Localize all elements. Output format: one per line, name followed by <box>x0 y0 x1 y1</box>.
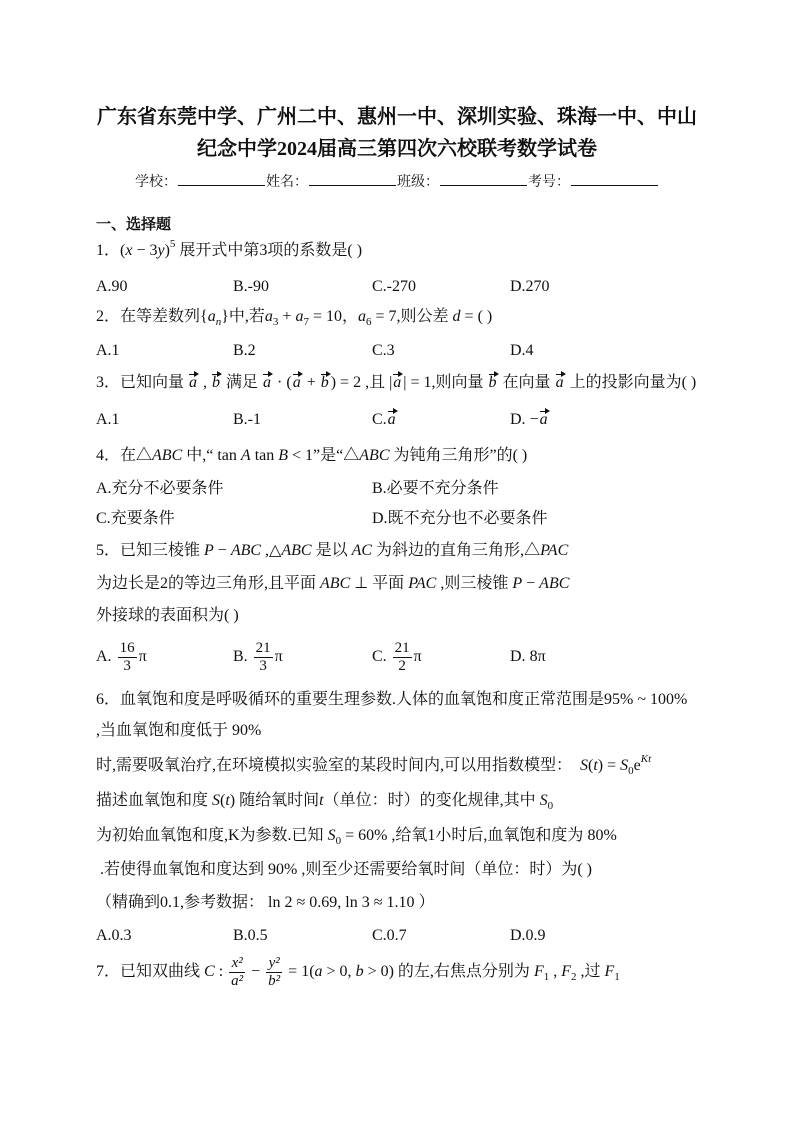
question-text: 时,需要吸氧治疗,在环境模拟实验室的某段时间内,可以用指数模型： <box>96 757 581 774</box>
math-symbol: ) = 2 <box>330 374 362 391</box>
vector-symbol: a <box>188 371 199 395</box>
math-variable: ABC <box>230 542 262 559</box>
question-text: 随给氧时间 <box>235 792 320 809</box>
question-6-stem-line-3 <box>96 754 651 778</box>
math-symbol: ) <box>229 792 236 809</box>
fraction-denominator: 3 <box>123 657 131 674</box>
question-3-option-c <box>372 408 398 432</box>
math-symbol: π <box>138 648 147 665</box>
math-symbol: ( <box>588 757 594 774</box>
question-2-stem <box>96 305 492 329</box>
math-symbol: △ <box>343 447 360 464</box>
question-text: B.必要不充分条件 <box>372 480 499 497</box>
question-text: 7．已知双曲线 <box>96 963 205 980</box>
question-text: 中,若 <box>228 308 265 325</box>
question-text: ( ) <box>477 308 493 325</box>
question-text: ） <box>414 894 435 911</box>
math-variable: A <box>240 447 251 464</box>
vector-symbol: b <box>320 371 331 395</box>
vector-symbol: a <box>392 371 403 395</box>
vector-symbol: a <box>387 408 398 432</box>
question-3-option-a <box>96 408 120 432</box>
question-text: D.0.9 <box>510 927 546 944</box>
question-text: 4．在 <box>96 447 137 464</box>
question-text: C.3 <box>372 342 395 359</box>
question-text: ,则公差 <box>396 308 453 325</box>
math-variable: ABC <box>539 575 570 592</box>
math-symbol: > 0, <box>322 963 356 980</box>
subscript: 3 <box>272 316 279 328</box>
vector-symbol: a <box>292 371 303 395</box>
math-variable: B <box>278 447 289 464</box>
class-label: 班级： <box>397 175 439 190</box>
question-text: C.0.7 <box>372 927 407 944</box>
question-text: B.-1 <box>233 411 261 428</box>
subscript: 0 <box>547 800 554 812</box>
math-variable: PAC <box>408 575 437 592</box>
math-variable: S <box>620 757 629 774</box>
math-symbol: ) = <box>597 757 621 774</box>
question-text: C. <box>372 411 387 428</box>
question-text: A.90 <box>96 278 128 295</box>
question-text: C. <box>372 648 391 665</box>
math-symbol: − 3 <box>132 242 158 259</box>
name-blank <box>309 170 396 186</box>
question-6-stem-line-6 <box>96 858 592 882</box>
question-text: A.充分不必要条件 <box>96 480 224 497</box>
question-text: 5．已知三棱锥 <box>96 542 205 559</box>
question-text: ,则向量 <box>431 374 488 391</box>
question-3-option-b <box>233 408 261 432</box>
math-symbol: ( <box>120 242 126 259</box>
question-5-stem-line-3 <box>96 604 239 628</box>
question-text: B.-90 <box>233 278 269 295</box>
math-symbol: e <box>633 757 641 774</box>
question-text: C.充要条件 <box>96 510 175 527</box>
subscript: 1 <box>543 971 550 983</box>
question-text: 外接球的表面积为( ) <box>96 607 239 624</box>
question-text: 1． <box>96 242 121 259</box>
question-5-stem-line-1 <box>96 539 568 563</box>
question-6-option-b <box>233 924 268 948</box>
question-1-option-d <box>510 275 550 299</box>
math-variable: t <box>593 757 598 774</box>
math-variable: d <box>452 308 461 325</box>
question-text: （单位：时）的变化规律,其中 <box>323 792 540 809</box>
question-text: ,则三棱锥 <box>436 575 513 592</box>
question-5-option-b <box>233 635 283 679</box>
question-7-stem <box>96 950 620 994</box>
vector-symbol: a <box>539 408 550 432</box>
math-variable: a <box>295 308 304 325</box>
math-symbol: : <box>214 963 228 980</box>
fraction <box>254 640 273 675</box>
math-symbol: tan <box>217 447 241 464</box>
math-variable: S <box>212 792 221 809</box>
fraction-numerator: 21 <box>255 639 271 656</box>
superscript: 5 <box>169 238 176 250</box>
question-text: 满足 <box>222 374 263 391</box>
math-symbol: = <box>460 308 478 325</box>
vector-symbol: b <box>488 371 499 395</box>
math-variable: S <box>539 792 548 809</box>
question-text: D.270 <box>510 278 550 295</box>
math-symbol: > 0) <box>363 963 394 980</box>
question-text: 为钝角三角形”的( ) <box>389 447 528 464</box>
subscript: 0 <box>628 765 634 777</box>
fraction-denominator: 3 <box>259 657 267 674</box>
subscript: 6 <box>365 316 372 328</box>
question-text: ,则至少还需要给氧时间（单位：时）为( ) <box>297 861 593 878</box>
fraction-numerator: 16 <box>119 639 135 656</box>
math-variable: ABC <box>359 447 390 464</box>
math-symbol: = 7 <box>371 308 397 325</box>
question-text: 展开式中第3项的系数是( ) <box>175 242 363 259</box>
question-text: 在向量 <box>498 374 555 391</box>
subscript: 2 <box>571 971 577 983</box>
question-5-option-c <box>372 635 422 679</box>
math-variable: F <box>561 963 571 980</box>
math-symbol: △ <box>524 542 541 559</box>
class-blank <box>440 170 527 186</box>
question-text: ,给氧1小时后,血氧饱和度为 <box>387 827 588 844</box>
question-text: 2．在等差数列 <box>96 308 201 325</box>
exam-title-line-2: 纪念中学2024届高三第四次六校联考数学试卷 <box>197 138 597 160</box>
fraction-numerator: y² <box>266 955 282 973</box>
subscript: n <box>215 316 222 328</box>
question-text: 的左,右焦点分别为 <box>393 963 534 980</box>
question-4-option-a <box>96 477 224 501</box>
math-symbol: − <box>529 411 539 428</box>
student-info-line <box>0 170 794 192</box>
question-text: 是以 <box>311 542 352 559</box>
math-symbol: ( <box>220 792 226 809</box>
math-symbol: = 10 <box>308 308 342 325</box>
math-variable: y <box>157 242 165 259</box>
question-6-stem-line-1 <box>96 688 687 712</box>
math-symbol: △ <box>136 447 153 464</box>
question-6-stem-line-5 <box>96 824 617 848</box>
math-symbol: + <box>302 374 320 391</box>
question-text: 为边长是2的等边三角形,且平面 <box>96 575 321 592</box>
exam-number-blank <box>571 170 658 186</box>
exam-number-label: 考号： <box>528 175 570 190</box>
question-1-option-c <box>372 275 416 299</box>
question-2-option-d <box>510 339 534 363</box>
math-symbol: · ( <box>273 374 292 391</box>
question-6-option-c <box>372 924 407 948</box>
math-symbol: + <box>278 308 296 325</box>
math-variable: P <box>204 542 214 559</box>
math-symbol: π <box>413 648 422 665</box>
question-4-option-c <box>96 507 175 531</box>
math-variable: C <box>204 963 215 980</box>
math-symbol: − <box>213 542 231 559</box>
math-symbol: , <box>549 963 562 980</box>
question-text: A.1 <box>96 342 120 359</box>
math-symbol: { <box>200 308 208 325</box>
question-text: .若使得血氧饱和度达到 <box>96 861 269 878</box>
math-symbol: − <box>247 963 265 980</box>
fraction <box>266 955 282 990</box>
school-label: 学校： <box>135 175 177 190</box>
math-variable: ABC <box>281 542 312 559</box>
question-6-option-d <box>510 924 546 948</box>
math-symbol: π <box>274 648 283 665</box>
math-symbol: 90% <box>268 861 298 878</box>
math-symbol: = 1( <box>284 963 315 980</box>
fraction-denominator: b² <box>268 972 281 989</box>
question-text: ,过 <box>576 963 605 980</box>
math-symbol: 80% <box>587 827 617 844</box>
question-text: B.0.5 <box>233 927 268 944</box>
question-text: 为初始血氧饱和度,K为参数.已知 <box>96 827 328 844</box>
question-5-option-d <box>510 635 546 679</box>
question-text: 3．已知向量 <box>96 374 189 391</box>
question-2-option-c <box>372 339 395 363</box>
fraction <box>118 640 137 675</box>
question-text: , <box>261 542 270 559</box>
question-4-stem <box>96 444 527 468</box>
math-variable: PAC <box>540 542 569 559</box>
math-variable: t <box>225 792 230 809</box>
question-text: A. <box>96 648 116 665</box>
question-6-stem-line-4 <box>96 789 553 813</box>
question-text: D. <box>510 648 530 665</box>
math-symbol: tan <box>250 447 279 464</box>
question-text: D.4 <box>510 342 534 359</box>
math-variable: ABC <box>152 447 183 464</box>
question-text: A.0.3 <box>96 927 132 944</box>
math-variable: ABC <box>320 575 351 592</box>
subscript: 1 <box>614 971 620 983</box>
question-3-option-d <box>510 408 550 432</box>
math-variable: a <box>357 308 366 325</box>
question-1-option-b <box>233 275 269 299</box>
question-6-stem-line-7 <box>96 891 434 915</box>
math-symbol: 8π <box>529 648 546 665</box>
math-symbol: } <box>221 308 229 325</box>
math-variable: P <box>512 575 523 592</box>
fraction-numerator: x² <box>229 955 245 973</box>
math-symbol: ⊥ <box>350 575 373 592</box>
math-variable: F <box>533 963 544 980</box>
question-text: A.1 <box>96 411 120 428</box>
math-variable: a <box>264 308 273 325</box>
school-blank <box>178 170 265 186</box>
question-6-option-a <box>96 924 132 948</box>
question-text: 平面 <box>372 575 409 592</box>
math-variable: F <box>604 963 615 980</box>
question-text: 中,“ <box>182 447 218 464</box>
fraction-numerator: 21 <box>394 639 410 656</box>
math-variable: a <box>314 963 323 980</box>
math-variable: b <box>355 963 364 980</box>
question-1-stem <box>96 239 362 263</box>
math-symbol: 95% ~ 100% <box>604 691 688 708</box>
math-variable: S <box>327 827 336 844</box>
math-variable: a <box>207 308 216 325</box>
vector-symbol: a <box>262 371 273 395</box>
vector-symbol: b <box>211 371 222 395</box>
math-symbol: | = 1 <box>403 374 432 391</box>
math-variable: S <box>580 757 589 774</box>
question-text: C.-270 <box>372 278 416 295</box>
question-text: ,当血氧饱和度低于 <box>96 722 233 739</box>
question-text: ”是“ <box>313 447 344 464</box>
question-text: D.既不充分也不必要条件 <box>372 510 548 527</box>
question-text: ， <box>341 308 358 325</box>
math-symbol: ) <box>164 242 170 259</box>
math-variable: x <box>125 242 133 259</box>
question-5-stem-line-2 <box>96 572 569 596</box>
fraction-denominator: 2 <box>398 657 406 674</box>
math-symbol: − <box>522 575 540 592</box>
question-5-option-a <box>96 635 147 679</box>
subscript: 0 <box>335 835 342 847</box>
question-4-option-b <box>372 477 499 501</box>
math-symbol: 90% <box>232 722 262 739</box>
math-symbol: < 1 <box>288 447 314 464</box>
question-text: （精确到0.1,参考数据： <box>96 894 269 911</box>
question-text: 6．血氧饱和度是呼吸循环的重要生理参数.人体的血氧饱和度正常范围是 <box>96 691 605 708</box>
fraction-denominator: a² <box>231 972 244 989</box>
vector-symbol: a <box>555 371 566 395</box>
math-symbol: , <box>199 374 212 391</box>
math-variable: t <box>319 792 324 809</box>
name-label: 姓名： <box>266 175 308 190</box>
math-variable: AC <box>351 542 373 559</box>
math-symbol: | <box>389 374 393 391</box>
question-text: D. <box>510 411 530 428</box>
math-symbol: = 60% <box>341 827 388 844</box>
question-text: 为斜边的直角三角形, <box>372 542 525 559</box>
question-text: 描述血氧饱和度 <box>96 792 213 809</box>
fraction <box>393 640 412 675</box>
question-2-option-b <box>233 339 256 363</box>
question-6-stem-line-2 <box>96 719 261 743</box>
subscript: 7 <box>303 316 309 328</box>
question-3-stem <box>96 371 696 395</box>
question-4-option-d <box>372 507 548 531</box>
question-1-option-a <box>96 275 128 299</box>
fraction <box>229 955 245 990</box>
question-2-option-a <box>96 339 120 363</box>
section-title: 一、选择题 <box>96 217 172 233</box>
superscript: Kt <box>640 753 652 765</box>
math-symbol: △ <box>269 542 282 559</box>
math-symbol: ln 2 ≈ 0.69, ln 3 ≈ 1.10 <box>268 894 415 911</box>
question-text: 上的投影向量为( ) <box>565 374 697 391</box>
question-text: B. <box>233 648 252 665</box>
exam-title-line-1: 广东省东莞中学、广州二中、惠州一中、深圳实验、珠海一中、中山 <box>97 106 697 128</box>
question-text: ,且 <box>361 374 390 391</box>
question-text: B.2 <box>233 342 256 359</box>
